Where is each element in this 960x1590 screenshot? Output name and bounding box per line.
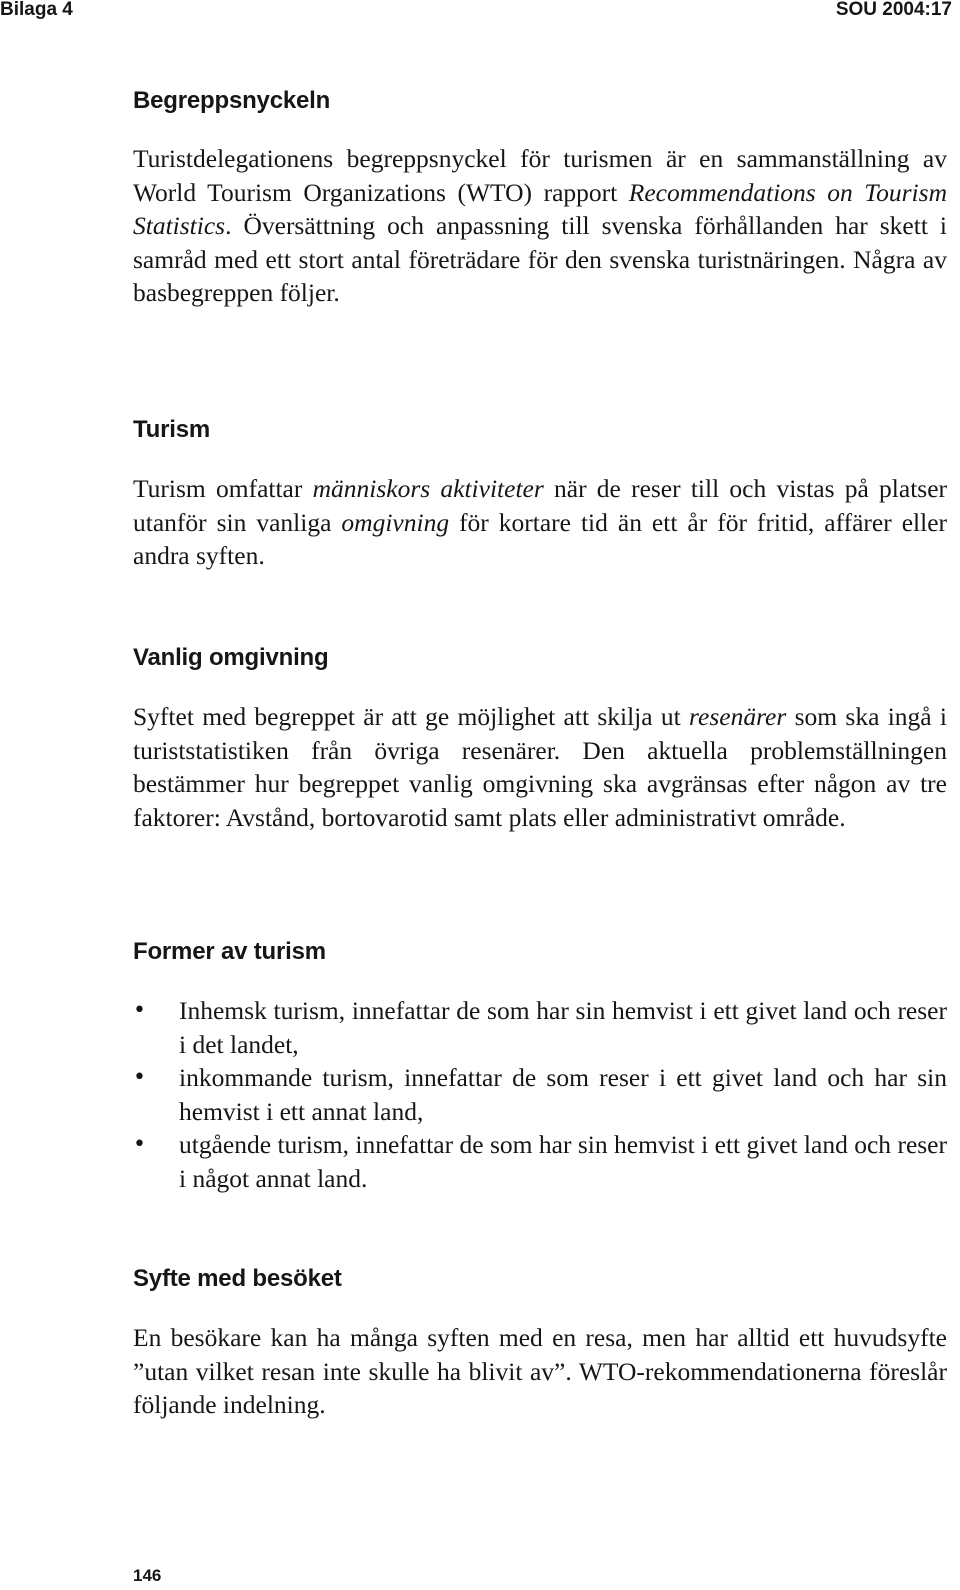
bullet-list bbox=[133, 994, 947, 1196]
text-run: när de reser till och vistas på platser utanför sin vanliga bbox=[133, 474, 948, 537]
text-run: Syftet med begreppet är att ge möjlighet att skilja ut bbox=[133, 702, 690, 731]
text-run: för kortare tid än ett år för fritid, affärer eller andra syften. bbox=[133, 507, 948, 571]
section-vanlig-omgivning bbox=[133, 643, 947, 834]
page-header bbox=[0, 0, 960, 36]
section-heading: Begreppsnyckeln bbox=[133, 87, 331, 114]
bullet-icon: • bbox=[133, 1132, 146, 1158]
section-begreppsnyckeln bbox=[133, 86, 947, 310]
text-run: som ska ingå i turiststatistiken från övriga resenärer. Den aktuella problemställningen bestämmer hur begreppet vanlig omgivning ska avgränsas efter någon av tre faktorer: Avstånd, bortovarotid samt plats eller administrativt område. bbox=[133, 702, 947, 832]
section-paragraph bbox=[133, 142, 947, 310]
bullet-icon: • bbox=[133, 998, 146, 1023]
text-run: Turism omfattar bbox=[133, 474, 313, 503]
text-run: Turistdelegationens begreppsnyckel för turismen är en sammanställning av World Tourism Organizations (WTO) rapport bbox=[133, 144, 947, 207]
section-former-av-turism bbox=[133, 937, 947, 1196]
list-item bbox=[133, 1061, 947, 1128]
italic-text: resenärer bbox=[689, 702, 787, 731]
section-turism bbox=[133, 415, 947, 573]
list-item-text: utgående turism, innefattar de som har sin hemvist i ett givet land och reser i något annat land. bbox=[179, 1130, 947, 1193]
italic-text: Recommendations on Tourism Statistics bbox=[133, 177, 947, 241]
text-run: En besökare kan ha många syften med en resa, men har alltid ett huvudsyfte ”utan vilket resan inte skulle ha blivit av”. WTO-rekommendationerna föreslår följande indelning. bbox=[133, 1323, 947, 1420]
list-item-text: Inhemsk turism, innefattar de som har sin hemvist i ett givet land och reser i det landet, bbox=[179, 996, 947, 1059]
section-paragraph bbox=[133, 472, 947, 573]
section-paragraph bbox=[133, 700, 947, 834]
section-heading: Syfte med besöket bbox=[133, 1265, 342, 1292]
section-paragraph bbox=[133, 1321, 947, 1422]
italic-text: omgivning bbox=[341, 507, 450, 537]
section-heading: Turism bbox=[133, 416, 211, 443]
section-heading: Vanlig omgivning bbox=[133, 644, 329, 671]
appendix-label: Bilaga 4 bbox=[0, 0, 73, 20]
italic-text: människors aktiviteter bbox=[312, 474, 544, 503]
section-syfte-med-besoket bbox=[133, 1264, 947, 1422]
text-run: . Översättning och anpassning till svenska förhållanden har skett i samråd med ett stort antal företrädare för den svenska turistnäringen. Några av basbegreppen följer. bbox=[133, 211, 947, 308]
document-reference: SOU 2004:17 bbox=[835, 0, 952, 20]
list-item bbox=[133, 1128, 947, 1195]
list-item-text: inkommande turism, innefattar de som reser i ett givet land och har sin hemvist i ett annat land, bbox=[179, 1063, 947, 1126]
bullet-icon: • bbox=[133, 1065, 146, 1091]
section-heading: Former av turism bbox=[133, 938, 326, 965]
page-number: 146 bbox=[133, 1566, 162, 1585]
list-item bbox=[133, 994, 947, 1061]
